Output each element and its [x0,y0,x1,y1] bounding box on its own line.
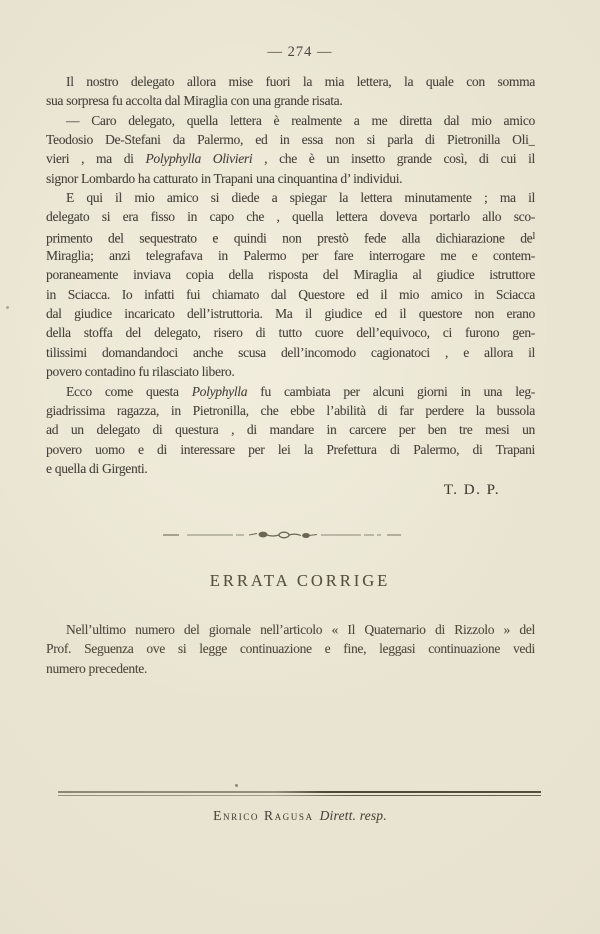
text-line: tilissimi domandandoci anche scusa dell’incomodo cagionatoci , e allora il [46,344,535,360]
text-segment: vieri , ma di [46,151,146,167]
text-line: dal giudice incaricato dell’istruttoria. Ma il giudice ed il questore non erano [46,306,535,322]
text-line: E qui il mio amico si diede a spiegar la lettera minutamente ; ma il [66,190,535,206]
text-segment: Ecco come questa [66,383,192,399]
text-line: povero uomo e di interessare per lei la Prefettura di Palermo, di Trapani [46,441,535,457]
author-initials: T. D. P. [443,482,500,498]
ink-speck [235,784,238,787]
errata-text [46,620,535,678]
errata-heading: ERRATA CORRIGE [209,571,391,590]
text-line: in Sciacca. Io infatti fui chiamato dal Questore ed il mio amico in Sciacca [46,286,535,302]
section-divider-ornament [163,528,401,542]
text-line: ad un delegato di questura , di mandare in carcere per ben tre mesi un [46,422,535,438]
italic-species-name: Polyphylla [191,383,248,399]
publisher-name: Enrico Ragusa [213,808,314,823]
text-line: Prof. Seguenza ove si legge continuazione e fine, leggasi continuazione vedi [46,641,535,657]
text-line: Teodosio De-Stefani da Palermo, ed in essa non si parla di Pietronilla Oli_ [46,132,535,148]
ink-speck [6,306,9,309]
text-line: Il nostro delegato allora mise fuori la mia lettera, la quale con somma [66,74,535,89]
text-line [46,382,535,401]
footer-double-rule [58,791,541,797]
body-text [46,72,535,478]
rule-line [58,795,541,796]
text-line [46,227,535,246]
rule-line [58,791,541,793]
text-line: poraneamente inviava copia della risposta del Miraglia al giudice istruttore [46,267,535,283]
italic-species-name: Polyphylla Olivieri [145,151,253,167]
text-line [46,149,535,168]
text-line: delegato si era fisso in capo che , quella lettera doveva portarlo allo sco- [46,209,535,225]
director-role: Dirett. resp. [319,808,387,823]
text-line: povero contadino fu rilasciato libero. [46,364,235,380]
text-line: sua sorpresa fu accolta dal Miraglia con una grande risata. [46,93,343,109]
text-line: Miraglia; anzi telegrafava in Palermo per fare interrogare me e contem- [46,248,535,264]
text-segment: fu cambiata per alcuni giorni in una leg- [247,383,535,399]
text-line: e quella di Girgenti. [46,460,148,476]
text-segment: primento del sequestrato e quindi non prestò fede alla dichiarazione de [46,230,533,246]
text-line: signor Lombardo ha catturato in Trapani una cinquantina d’ individui. [46,170,403,186]
text-segment: , che è un insetto grande così, di cui il [252,151,535,167]
page-number: — 274 — [267,44,333,60]
text-line: Nell’ultimo numero del giornale nell’articolo « Il Quaternario di Rizzolo » del [66,622,535,637]
superscript-letter: l [532,230,535,242]
text-line: giadrissima ragazza, in Pietronilla, che ebbe l’abilità di far perdere la bussola [46,402,535,418]
text-line: della stoffa del delegato, risero di tutto cuore dell’equivoco, ci furono gen- [46,325,535,341]
text-line: — Caro delegato, quella lettera è realmente a me diretta dal mio amico [66,112,535,128]
imprint-line [0,808,600,824]
text-line: numero precedente. [46,660,148,676]
